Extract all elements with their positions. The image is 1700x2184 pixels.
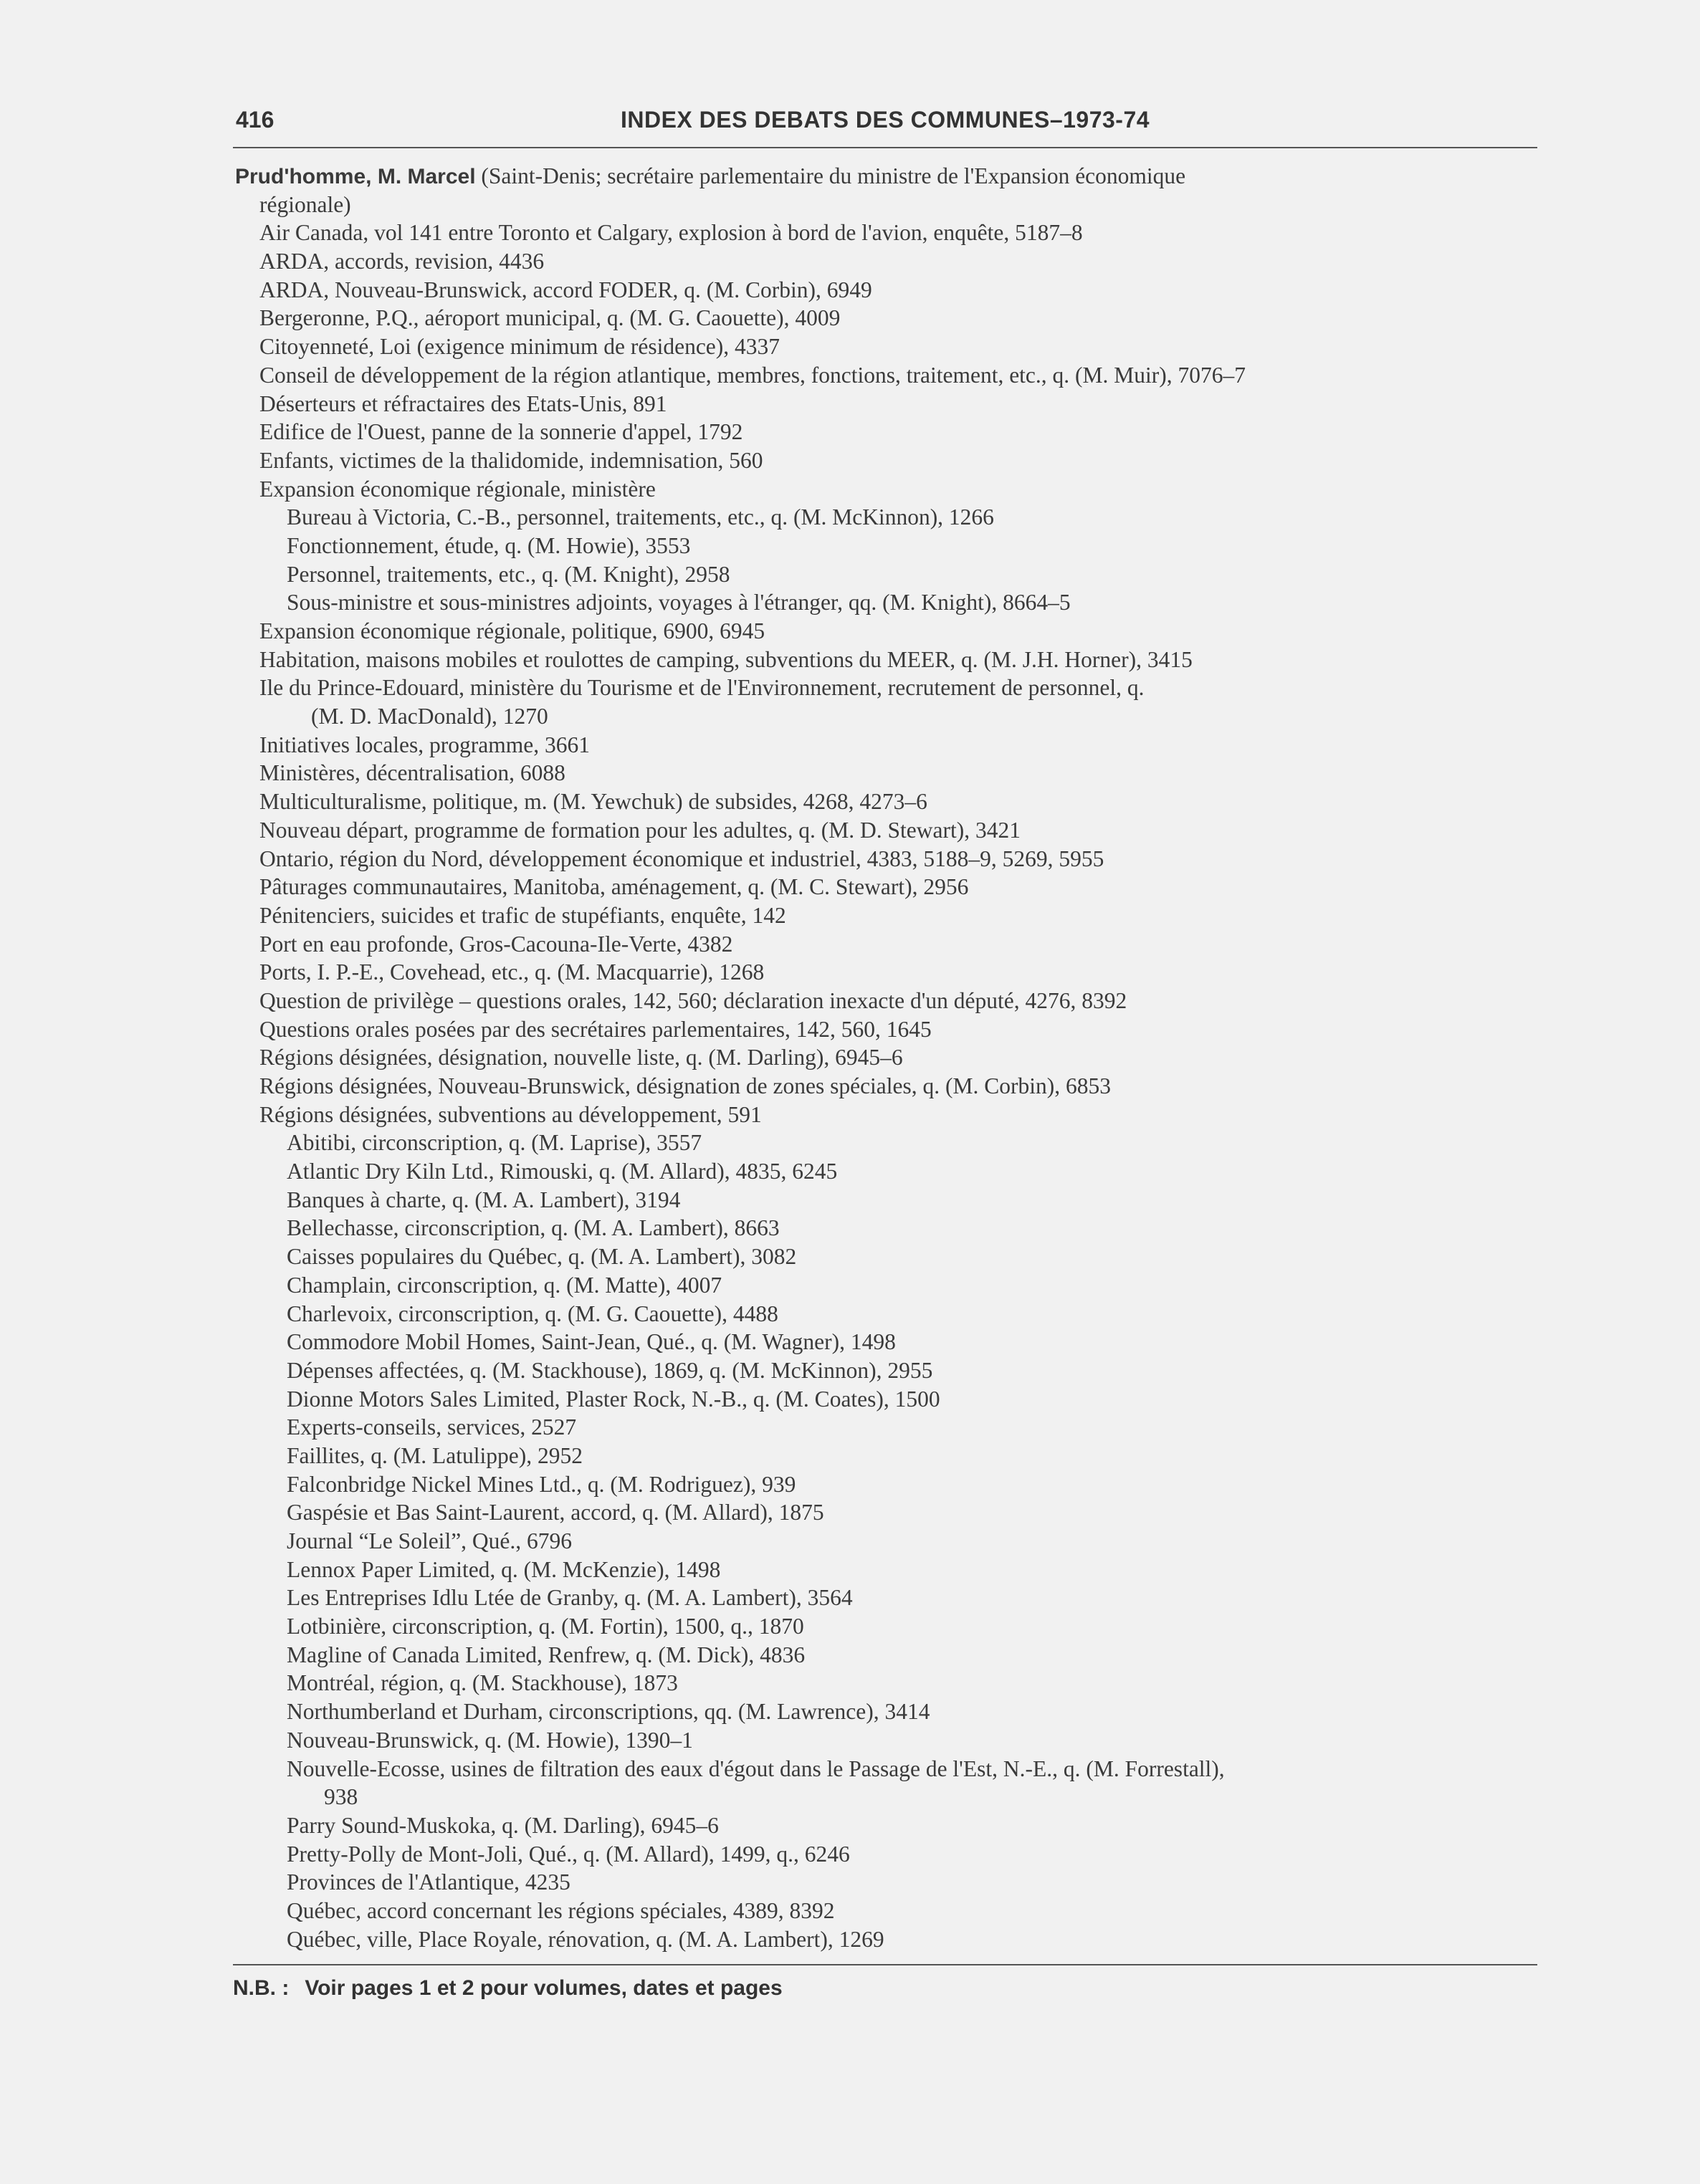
index-entries [235, 162, 1547, 1953]
entry: Expansion économique régionale, ministère [259, 476, 656, 502]
sub-entry: Québec, ville, Place Royale, rénovation, q. (M. A. Lambert), 1269 [287, 1926, 884, 1952]
entry: Questions orales posées par des secrétaires parlementaires, 142, 560, 1645 [259, 1016, 932, 1042]
sub-entry: Atlantic Dry Kiln Ltd., Rimouski, q. (M. Allard), 4835, 6245 [287, 1159, 838, 1184]
member-detail: (Saint-Denis; secrétaire parlementaire du ministre de l'Expansion économique [481, 163, 1186, 188]
entry: Nouveau départ, programme de formation pour les adultes, q. (M. D. Stewart), 3421 [259, 817, 1021, 843]
sub-entry: Northumberland et Durham, circonscriptions, qq. (M. Lawrence), 3414 [287, 1699, 930, 1725]
sub-entry: Commodore Mobil Homes, Saint-Jean, Qué., q. (M. Wagner), 1498 [287, 1329, 896, 1355]
sub-entry: Lennox Paper Limited, q. (M. McKenzie), 1498 [287, 1556, 721, 1582]
sub-entry: Parry Sound-Muskoka, q. (M. Darling), 6945–6 [287, 1812, 719, 1838]
sub-entry: Falconbridge Nickel Mines Ltd., q. (M. Rodriguez), 939 [287, 1471, 796, 1497]
sub-entry: Bureau à Victoria, C.-B., personnel, traitements, etc., q. (M. McKinnon), 1266 [287, 504, 994, 530]
member-detail-continued: régionale) [259, 191, 351, 217]
entry: ARDA, Nouveau-Brunswick, accord FODER, q. (M. Corbin), 6949 [259, 277, 872, 302]
sub-entry: Charlevoix, circonscription, q. (M. G. Caouette), 4488 [287, 1301, 778, 1326]
footer-rule [233, 1964, 1537, 1965]
sub-entry: Experts-conseils, services, 2527 [287, 1414, 577, 1440]
entry: Citoyenneté, Loi (exigence minimum de résidence), 4337 [259, 334, 780, 360]
entry: Enfants, victimes de la thalidomide, indemnisation, 560 [259, 447, 763, 473]
entry: Déserteurs et réfractaires des Etats-Unis, 891 [259, 391, 667, 416]
sub-entry: Magline of Canada Limited, Renfrew, q. (M. Dick), 4836 [287, 1642, 806, 1667]
entry: Régions désignées, désignation, nouvelle liste, q. (M. Darling), 6945–6 [259, 1045, 903, 1071]
entry: Port en eau profonde, Gros-Cacouna-Ile-Verte, 4382 [259, 931, 733, 957]
page-header [233, 102, 1537, 138]
entry: Habitation, maisons mobiles et roulottes de camping, subventions du MEER, q. (M. J.H. Horner), 3415 [259, 646, 1193, 672]
sub-entry: Montréal, région, q. (M. Stackhouse), 1873 [287, 1670, 678, 1696]
sub-entry: Banques à charte, q. (M. A. Lambert), 3194 [287, 1187, 681, 1212]
entry: Bergeronne, P.Q., aéroport municipal, q. (M. G. Caouette), 4009 [259, 305, 841, 331]
entry: Edifice de l'Ouest, panne de la sonnerie d'appel, 1792 [259, 419, 743, 445]
entry-heading [235, 162, 1547, 191]
sub-entry: Lotbinière, circonscription, q. (M. Fortin), 1500, q., 1870 [287, 1614, 804, 1639]
footer-note [233, 1976, 783, 2001]
entry: Conseil de développement de la région atlantique, membres, fonctions, traitement, etc., q. (M. Muir), 7076–7 [259, 362, 1246, 388]
sub-entry: Bellechasse, circonscription, q. (M. A. Lambert), 8663 [287, 1215, 780, 1241]
sub-entry: Caisses populaires du Québec, q. (M. A. Lambert), 3082 [287, 1244, 797, 1270]
footer-nb: N.B. : [233, 1976, 290, 2000]
entry: Ministères, décentralisation, 6088 [259, 760, 565, 786]
sub-entry: Fonctionnement, étude, q. (M. Howie), 3553 [287, 532, 691, 558]
sub-entry-continued: 938 [324, 1784, 358, 1810]
entry: Régions désignées, Nouveau-Brunswick, désignation de zones spéciales, q. (M. Corbin), 6853 [259, 1073, 1112, 1098]
sub-entry: Dépenses affectées, q. (M. Stackhouse), 1869, q. (M. McKinnon), 2955 [287, 1357, 933, 1383]
member-name: Prud'homme, M. Marcel [235, 165, 476, 188]
entry: Multiculturalisme, politique, m. (M. Yewchuk) de subsides, 4268, 4273–6 [259, 789, 927, 815]
entry: ARDA, accords, revision, 4436 [259, 249, 545, 274]
entry: Ontario, région du Nord, développement économique et industriel, 4383, 5188–9, 5269, 5955 [259, 846, 1104, 871]
sub-entry: Québec, accord concernant les régions spéciales, 4389, 8392 [287, 1897, 835, 1923]
entry: Ports, I. P.-E., Covehead, etc., q. (M. Macquarrie), 1268 [259, 959, 765, 985]
entry: Question de privilège – questions orales, 142, 560; déclaration inexacte d'un député, 4276, 8392 [259, 987, 1127, 1013]
sub-entry: Pretty-Polly de Mont-Joli, Qué., q. (M. Allard), 1499, q., 6246 [287, 1841, 850, 1867]
entry: Ile du Prince-Edouard, ministère du Tourisme et de l'Environnement, recrutement de personnel, q. [259, 675, 1145, 701]
sub-entry: Abitibi, circonscription, q. (M. Laprise), 3557 [287, 1130, 702, 1156]
entry: Initiatives locales, programme, 3661 [259, 732, 590, 757]
entry: Air Canada, vol 141 entre Toronto et Calgary, explosion à bord de l'avion, enquête, 5187–8 [259, 220, 1083, 246]
sub-entry: Journal “Le Soleil”, Qué., 6796 [287, 1528, 573, 1553]
sub-entry: Faillites, q. (M. Latulippe), 2952 [287, 1442, 583, 1468]
page-number: 416 [236, 107, 274, 133]
sub-entry: Gaspésie et Bas Saint-Laurent, accord, q. (M. Allard), 1875 [287, 1500, 824, 1526]
sub-entry: Les Entreprises Idlu Ltée de Granby, q. (M. A. Lambert), 3564 [287, 1585, 853, 1611]
sub-entry: Champlain, circonscription, q. (M. Matte), 4007 [287, 1272, 722, 1298]
sub-entry: Personnel, traitements, etc., q. (M. Knight), 2958 [287, 561, 730, 587]
footer-text: Voir pages 1 et 2 pour volumes, dates et pages [305, 1976, 783, 2000]
entry: Expansion économique régionale, politique, 6900, 6945 [259, 618, 765, 643]
sub-entry: Sous-ministre et sous-ministres adjoints, voyages à l'étranger, qq. (M. Knight), 8664–5 [287, 590, 1071, 616]
entry: Régions désignées, subventions au développement, 591 [259, 1101, 762, 1127]
sub-entry: Nouvelle-Ecosse, usines de filtration des eaux d'égout dans le Passage de l'Est, N.-E., q. (M. Forrestall), [287, 1756, 1225, 1781]
entry-continued: (M. D. MacDonald), 1270 [311, 704, 548, 729]
entry: Pénitenciers, suicides et trafic de stupéfiants, enquête, 142 [259, 902, 786, 928]
entry: Pâturages communautaires, Manitoba, aménagement, q. (M. C. Stewart), 2956 [259, 874, 969, 900]
sub-entry: Dionne Motors Sales Limited, Plaster Rock, N.-B., q. (M. Coates), 1500 [287, 1386, 940, 1412]
header-rule [233, 147, 1537, 148]
page-title: INDEX DES DEBATS DES COMMUNES–1973-74 [620, 107, 1150, 133]
sub-entry: Nouveau-Brunswick, q. (M. Howie), 1390–1 [287, 1727, 693, 1753]
sub-entry: Provinces de l'Atlantique, 4235 [287, 1869, 570, 1895]
